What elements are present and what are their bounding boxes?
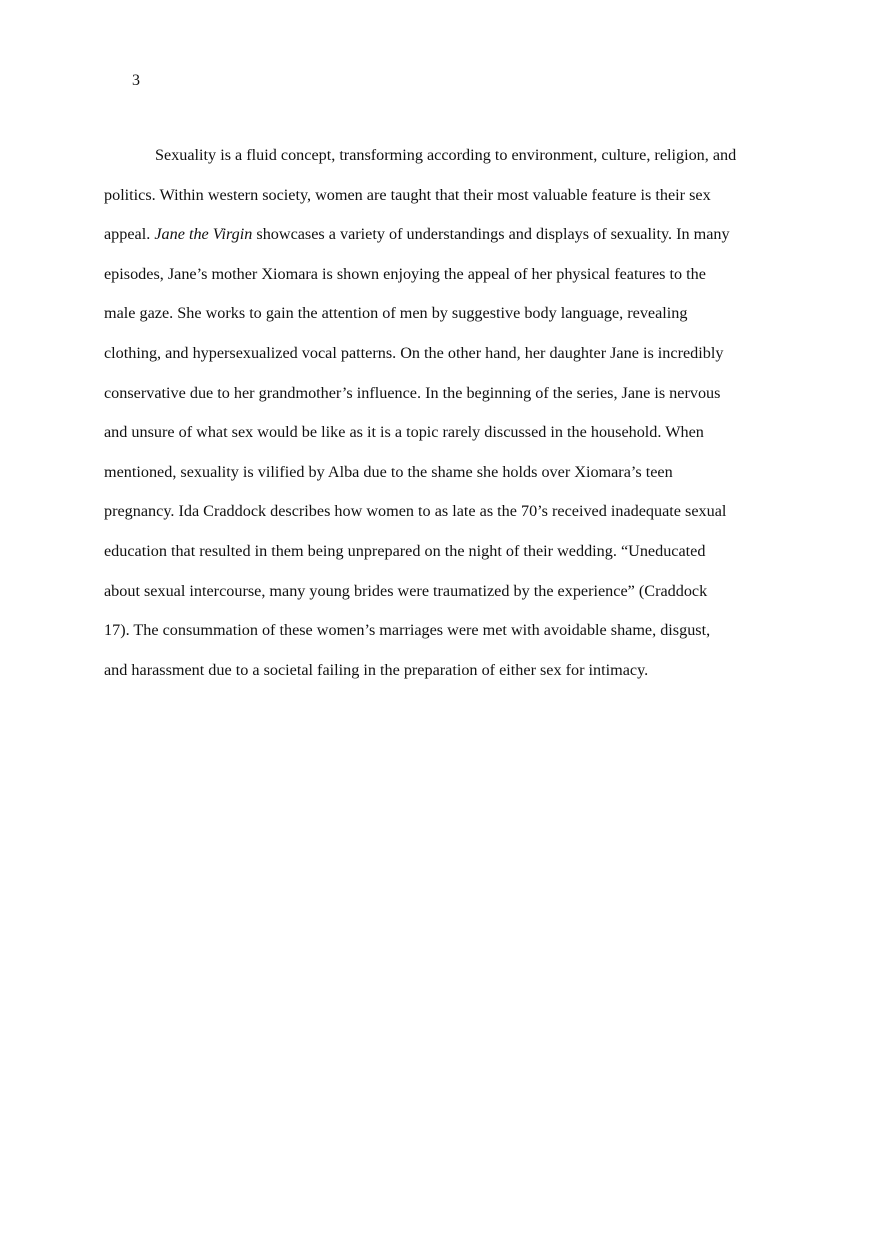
paragraph-line: and unsure of what sex would be like as it is a topic rarely discussed in the household. When: [104, 423, 704, 442]
paragraph-line: conservative due to her grandmother’s influence. In the beginning of the series, Jane is nervous: [104, 383, 721, 402]
paragraph-line: about sexual intercourse, many young brides were traumatized by the experience” (Craddock: [104, 581, 708, 600]
body-paragraph: [104, 143, 784, 697]
paragraph-line: pregnancy. Ida Craddock describes how women to as late as the 70’s received inadequate sexual: [104, 502, 727, 521]
paragraph-line: clothing, and hypersexualized vocal patterns. On the other hand, her daughter Jane is incredibly: [104, 343, 724, 362]
paragraph-line: episodes, Jane’s mother Xiomara is shown enjoying the appeal of her physical features to the: [104, 264, 706, 283]
paragraph-line: male gaze. She works to gain the attention of men by suggestive body language, revealing: [104, 304, 688, 323]
line-text: showcases a variety of understandings and displays of sexuality. In many: [252, 225, 730, 244]
page-number: 3: [132, 72, 140, 89]
paragraph-line: [104, 222, 784, 262]
line-text: appeal.: [104, 225, 155, 244]
show-title: Jane the Virgin: [154, 225, 253, 244]
paragraph-line: politics. Within western society, women are taught that their most valuable feature is their sex: [104, 185, 711, 204]
paragraph-line: 17). The consummation of these women’s marriages were met with avoidable shame, disgust,: [104, 621, 711, 640]
paragraph-line: and harassment due to a societal failing in the preparation of either sex for intimacy.: [104, 660, 649, 679]
paragraph-line: education that resulted in them being unprepared on the night of their wedding. “Uneducated: [104, 541, 706, 560]
paragraph-line: Sexuality is a fluid concept, transforming according to environment, culture, religion, and: [155, 146, 737, 164]
paragraph-line: mentioned, sexuality is vilified by Alba due to the shame she holds over Xiomara’s teen: [104, 462, 673, 481]
